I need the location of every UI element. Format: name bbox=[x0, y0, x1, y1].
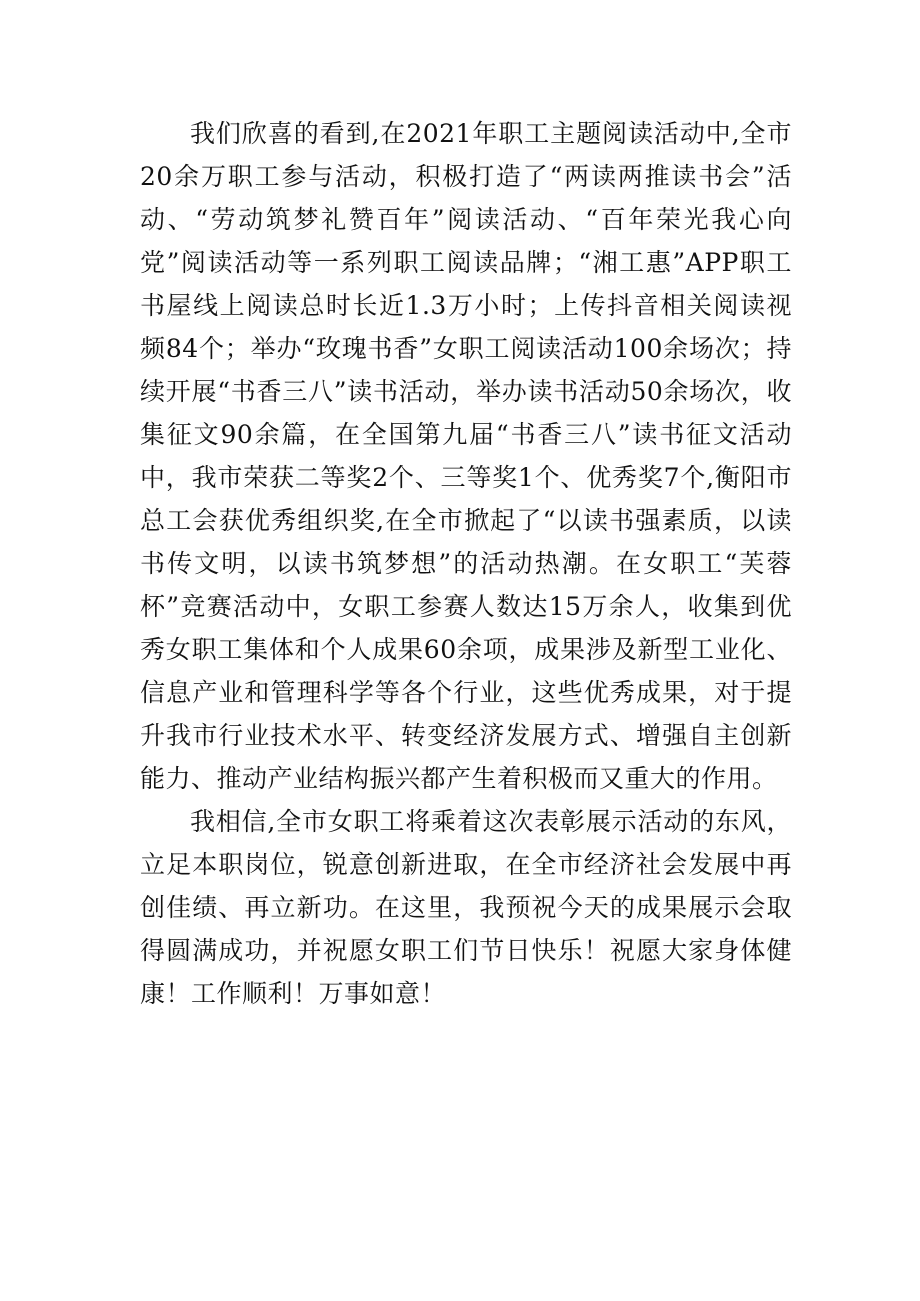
paragraph-closing-wishes: 我相信,全市女职工将乘着这次表彰展示活动的东风，立足本职岗位，锐意创新进取，在全市经济社会发展中再创佳绩、再立新功。在这里，我预祝今天的成果展示会取得圆满成功，并祝愿女职工们节日快乐！祝愿大家身体健康！工作顺利！万事如意！ bbox=[140, 807, 792, 1008]
paragraph-reading-activities: 我们欣喜的看到,在2021年职工主题阅读活动中,全市20余万职工参与活动，积极打造了“两读两推读书会”活动、“劳动筑梦礼赞百年”阅读活动、“百年荣光我心向党”阅读活动等一系列职工阅读品牌；“湘工惠”APP职工书屋线上阅读总时长近1.3万小时；上传抖音相关阅读视频84个；举办“玫瑰书香”女职工阅读活动100余场次；持续开展“书香三八”读书活动，举办读书活动50余场次，收集征文90余篇，在全国第九届“书香三八”读书征文活动中，我市荣获二等奖2个、三等奖1个、优秀奖7个,衡阳市总工会获优秀组织奖,在全市掀起了“以读书强素质，以读书传文明，以读书筑梦想”的活动热潮。在女职工“芙蓉杯”竞赛活动中，女职工参赛人数达15万余人，收集到优秀女职工集体和个人成果60余项，成果涉及新型工业化、信息产业和管理科学等各个行业，这些优秀成果，对于提升我市行业技术水平、转变经济发展方式、增强自主创新能力、推动产业结构振兴都产生着积极而又重大的作用。 bbox=[140, 119, 792, 793]
document-body bbox=[140, 112, 792, 1015]
